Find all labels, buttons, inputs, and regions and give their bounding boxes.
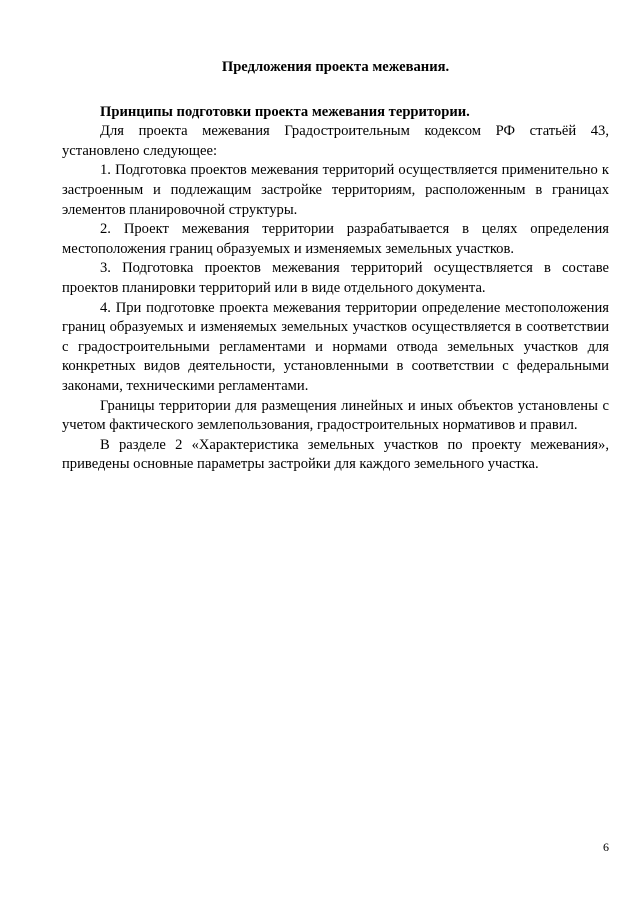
paragraph-section-reference: В разделе 2 «Характеристика земельных участков по проекту межевания», приведены основные параметры застройки для каждого земельного участка. — [62, 436, 609, 473]
page-number: 6 — [603, 840, 609, 854]
paragraph-item-3: 3. Подготовка проектов межевания территорий осуществляется в составе проектов планировки территорий или в виде отдельного документа. — [62, 260, 609, 296]
paragraph-boundaries: Границы территории для размещения линейных и иных объектов установлены с учетом фактического землепользования, градостроительных нормативов и правил. — [62, 397, 609, 434]
paragraph-item-4: 4. При подготовке проекта межевания территории определение местоположения границ образуемых и изменяемых земельных участков осуществляется в соответствии с градостроительными регламентами и нормами отвода земельных участков для конкретных видов деятельности, установленными в соответствии с федеральными законами, техническими регламентами. — [62, 299, 609, 394]
paragraph-item-2: 2. Проект межевания территории разрабатывается в целях определения местоположения границ образуемых и изменяемых земельных участков. — [62, 221, 609, 257]
paragraph-intro: Для проекта межевания Градостроительным кодексом РФ статьёй 43, установлено следующее: — [62, 123, 609, 159]
document-title: Предложения проекта межевания. — [221, 59, 450, 75]
section-heading: Принципы подготовки проекта межевания территории. — [100, 103, 470, 120]
document-page — [62, 58, 609, 475]
paragraph-item-1: 1. Подготовка проектов межевания территорий осуществляется применительно к застроенным и подлежащим застройке территориям, расположенным в границах элементов планировочной структуры. — [62, 162, 609, 218]
